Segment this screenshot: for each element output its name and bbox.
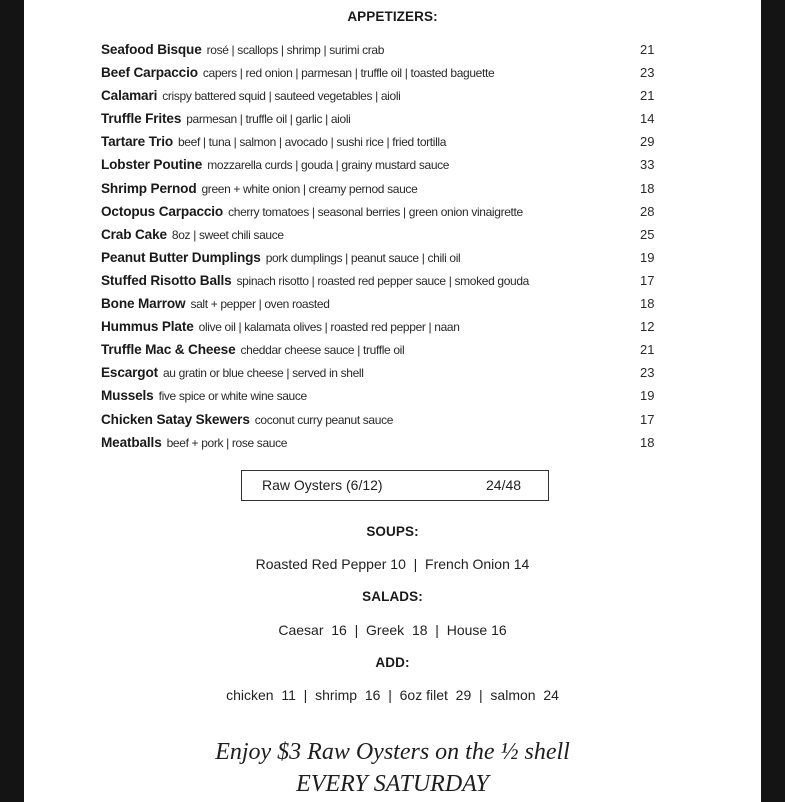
add-heading: ADD: bbox=[375, 655, 410, 670]
item-price: 33 bbox=[640, 157, 655, 173]
item-price: 21 bbox=[640, 42, 655, 57]
raw-oysters-box bbox=[241, 470, 549, 501]
item-name: Beef Carpaccio bbox=[101, 65, 198, 81]
item-description: green + white onion | creamy pernod sauce bbox=[201, 181, 418, 196]
item-price: 12 bbox=[640, 319, 655, 335]
menu-item bbox=[101, 109, 701, 132]
menu-item bbox=[101, 63, 701, 86]
item-price: 28 bbox=[640, 203, 655, 219]
menu-item bbox=[101, 271, 701, 294]
item-name: Bone Marrow bbox=[101, 296, 186, 312]
item-description: au gratin or blue cheese | served in shell bbox=[162, 366, 364, 381]
add-line: chicken 11 | shrimp 16 | 6oz filet 29 | salmon 24 bbox=[226, 687, 559, 703]
menu-item bbox=[101, 363, 701, 386]
promo-line-2: EVERY SATURDAY bbox=[296, 771, 489, 797]
raw-oysters-label: Raw Oysters (6/12) bbox=[262, 477, 383, 493]
appetizers-heading: APPETIZERS: bbox=[347, 9, 438, 24]
menu-item bbox=[101, 386, 701, 409]
item-description: pork dumplings | peanut sauce | chili oil bbox=[265, 250, 461, 265]
item-name: Truffle Frites bbox=[101, 111, 182, 127]
item-price: 19 bbox=[640, 249, 655, 265]
item-price: 23 bbox=[640, 365, 655, 381]
item-name: Escargot bbox=[101, 365, 158, 381]
item-name: Mussels bbox=[101, 388, 154, 404]
item-description: spinach risotto | roasted red pepper sauce | smoked gouda bbox=[236, 273, 530, 288]
item-name: Meatballs bbox=[101, 434, 162, 450]
item-name: Octopus Carpaccio bbox=[101, 203, 224, 219]
item-price: 29 bbox=[640, 134, 655, 150]
menu-item bbox=[101, 248, 701, 271]
item-description: rosé | scallops | shrimp | surimi crab bbox=[206, 43, 385, 57]
menu-item bbox=[101, 317, 701, 340]
item-price: 18 bbox=[640, 434, 655, 450]
item-name: Chicken Satay Skewers bbox=[101, 411, 250, 427]
item-price: 21 bbox=[640, 342, 655, 358]
item-description: olive oil | kalamata olives | roasted red pepper | naan bbox=[198, 320, 460, 335]
item-price: 17 bbox=[640, 411, 655, 427]
menu-item bbox=[101, 86, 701, 109]
item-price: 18 bbox=[640, 296, 655, 312]
item-name: Tartare Trio bbox=[101, 134, 173, 150]
item-name: Peanut Butter Dumplings bbox=[101, 249, 261, 265]
salads-heading: SALADS: bbox=[362, 589, 423, 604]
menu-item bbox=[101, 225, 701, 248]
menu-item bbox=[101, 410, 701, 433]
item-price: 25 bbox=[640, 226, 655, 242]
item-description: cheddar cheese sauce | truffle oil bbox=[240, 343, 405, 358]
item-description: cherry tomatoes | seasonal berries | green onion vinaigrette bbox=[228, 204, 523, 219]
item-price: 17 bbox=[640, 272, 655, 288]
soups-heading: SOUPS: bbox=[366, 524, 419, 539]
item-name: Lobster Poutine bbox=[101, 157, 203, 173]
item-description: parmesan | truffle oil | garlic | aioli bbox=[186, 112, 351, 127]
item-description: beef + pork | rose sauce bbox=[166, 435, 288, 450]
appetizers-list bbox=[101, 40, 701, 456]
raw-oysters-price: 24/48 bbox=[486, 477, 522, 493]
item-price: 21 bbox=[640, 88, 655, 104]
item-name: Calamari bbox=[101, 88, 158, 104]
item-name: Truffle Mac & Cheese bbox=[101, 342, 236, 358]
salads-line: Caesar 16 | Greek 18 | House 16 bbox=[278, 622, 507, 638]
item-price: 19 bbox=[640, 388, 655, 404]
item-name: Shrimp Pernod bbox=[101, 180, 197, 196]
menu-item bbox=[101, 40, 701, 63]
item-price: 14 bbox=[640, 111, 655, 127]
item-name: Hummus Plate bbox=[101, 319, 194, 335]
item-name: Crab Cake bbox=[101, 226, 167, 242]
menu-item bbox=[101, 179, 701, 202]
item-description: capers | red onion | parmesan | truffle oil | toasted baguette bbox=[202, 66, 495, 81]
menu-item bbox=[101, 294, 701, 317]
menu-item bbox=[101, 433, 701, 456]
menu-page bbox=[24, 0, 761, 802]
item-description: beef | tuna | salmon | avocado | sushi rice | fried tortilla bbox=[177, 135, 447, 150]
item-description: salt + pepper | oven roasted bbox=[190, 297, 330, 312]
menu-item bbox=[101, 132, 701, 155]
item-price: 18 bbox=[640, 180, 655, 196]
promo-line-1: Enjoy $3 Raw Oysters on the ½ shell bbox=[215, 739, 570, 765]
menu-item bbox=[101, 155, 701, 178]
item-description: 8oz | sweet chili sauce bbox=[171, 227, 284, 242]
item-description: crispy battered squid | sauteed vegetables | aioli bbox=[162, 89, 401, 104]
menu-item bbox=[101, 202, 701, 225]
item-name: Stuffed Risotto Balls bbox=[101, 272, 232, 288]
item-description: coconut curry peanut sauce bbox=[254, 412, 394, 427]
item-price: 23 bbox=[640, 65, 655, 81]
item-name: Seafood Bisque bbox=[101, 42, 202, 57]
soups-line: Roasted Red Pepper 10 | French Onion 14 bbox=[255, 556, 530, 572]
item-description: mozzarella curds | gouda | grainy mustard sauce bbox=[207, 158, 450, 173]
item-description: five spice or white wine sauce bbox=[158, 389, 307, 404]
menu-item bbox=[101, 340, 701, 363]
